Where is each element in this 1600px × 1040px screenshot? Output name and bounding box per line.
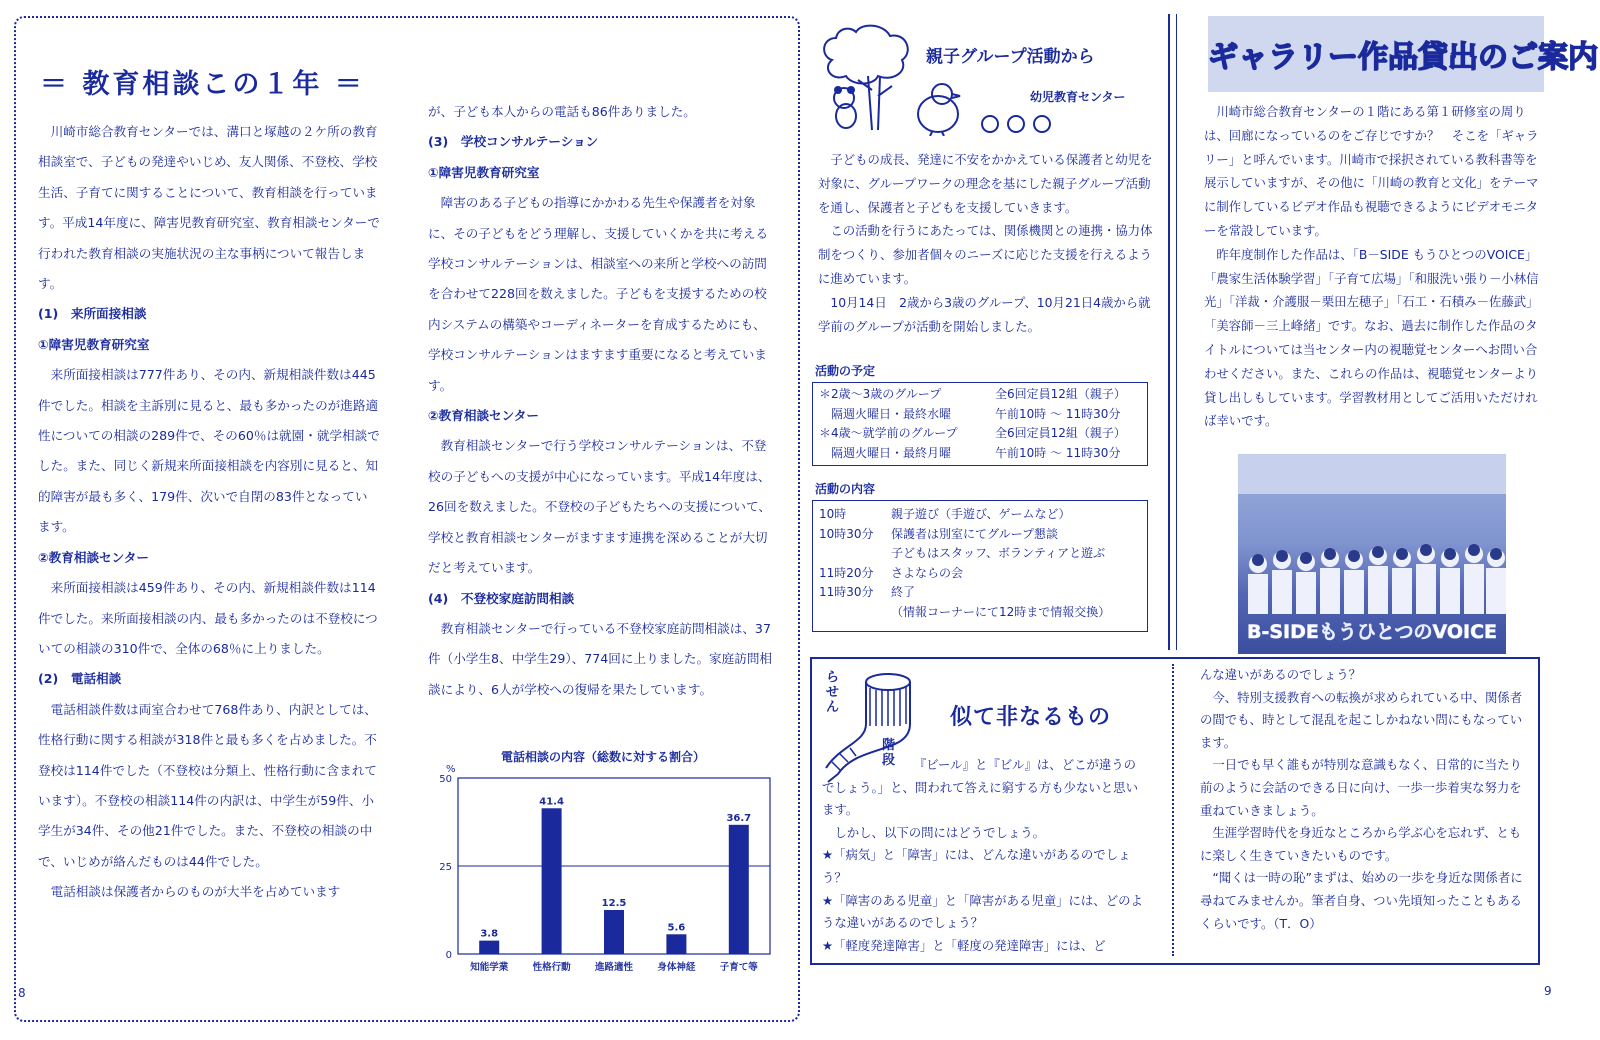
choir-photo: [1238, 454, 1506, 654]
similar-question-2: ★「障害のある児童」と「障害がある児童」には、どのような違いがあるのでしょう？: [822, 892, 1143, 931]
chart-title: 電話相談の内容（総数に対する割合）: [500, 750, 705, 764]
schedule-group: 隔週火曜日・最終月曜: [819, 445, 952, 460]
chart-svg: [430, 748, 776, 983]
schedule-box: [812, 382, 1148, 466]
paragraph: 生涯学習時代を身近なところから学ぶ心を忘れず、ともに楽しく生きていきたいものです。: [1200, 825, 1522, 863]
schedule-group: ＊4歳～就学前のグループ: [819, 426, 958, 440]
content-desc: さよならの会: [891, 565, 964, 580]
paragraph: 川崎市総合教育センターの１階にある第１研修室の周りは、回廊になっているのをご存じですか？ そこを「ギャラリー」と呼んでいます。川崎市で採択されている教科書等を展示していますが、その他に「川崎の教育と文化」をテーマに制作しているビデオ作品も視聴できるようにビデオモニターを常設しています。: [1204, 104, 1539, 238]
paragraph: この活動を行うにあたっては、関係機関との連携・協力体制をつくり、参加者個々のニーズに応じた支援を行えるように進めています。: [818, 223, 1153, 286]
parent-group-body: [818, 148, 1158, 338]
content-time: 11時30分: [819, 585, 874, 599]
column-divider-thin: [1176, 14, 1177, 650]
content-time: 11時20分: [819, 565, 874, 580]
bar-value-label: 12.5: [601, 898, 627, 909]
paragraph: “聞くは一時の恥”まずは、始めの一歩を身近な関係者に尋ねてみませんか。筆者自身、つい先頃知ったこともあるくらいです。（T．O）: [1200, 870, 1523, 931]
similar-question-3: ★「軽度発達障害」と「軽度の発達障害」には、ど: [822, 937, 1106, 953]
paragraph: 電話相談件数は両室合わせて768件あり、内訳としては、性格行動に関する相談が318件と最も多くを占めました。不登校は114件でした（不登校は分類上、性格行動に含まれています）。不登校の相談114件の内訳は、中学生が59件、小学生が34件、その他21件でした。また、不登校の相談の中で、いじめが絡んだものは44件でした。: [38, 701, 377, 869]
paragraph: 10月14日 2歳から3歳のグループ、10月21日4歳から就学前のグループが活動を開始しました。: [818, 294, 1151, 334]
content-row: [819, 525, 1141, 545]
section-heading: (1) 来所面接相談: [38, 306, 147, 322]
category-label: 性格行動: [532, 962, 571, 973]
content-row: [819, 544, 1141, 564]
y-axis-label: %: [446, 764, 456, 775]
paragraph: 今、特別支援教育への転換が求められている中、関係者の間でも、時として混乱を起こしかねない問にもなっています。: [1200, 689, 1523, 750]
section-heading: ②教育相談センター: [428, 408, 539, 424]
gallery-title: ギャラリー作品貸出のご案内: [1208, 40, 1598, 75]
paragraph: 障害のある子どもの指導にかかわる先生や保護者を対象に、その子どもをどう理解し、支援していくかを共に考える学校コンサルテーションは、相談室への来所と学校への訪問を合わせて228回を数えました。子どもを支援するための校内システムの構築やコーディネーターを育成するためにも、学校コンサルテーションはますます重要になると考えています。: [428, 195, 769, 393]
content-row: [819, 603, 1141, 623]
left-column-1: [38, 117, 380, 908]
schedule-group: 隔週火曜日・最終水曜: [819, 406, 952, 421]
category-label: 進路適性: [594, 962, 634, 973]
section-heading: ①障害児教育研究室: [38, 336, 150, 352]
left-column-2: [428, 97, 776, 705]
y-tick-label: 50: [439, 774, 452, 785]
schedule-heading: 活動の予定: [815, 364, 876, 378]
content-time: [819, 603, 891, 623]
photo-caption: B-SIDEもうひとつのVOICE: [1246, 621, 1497, 643]
category-label: 子育て等: [719, 962, 758, 973]
schedule-row: [819, 444, 1141, 464]
bar-5: [729, 825, 749, 954]
schedule-detail: 午前10時 ～ 11時30分: [995, 445, 1121, 460]
bar-chart: [430, 748, 776, 983]
content-row: [819, 583, 1141, 603]
similar-intro: 『ビール』と『ビル』は、どこが違うのでしょう。」と、問われて答えに窮する方も少ないと思います。: [822, 757, 1138, 818]
page-number-right: 9: [1544, 984, 1552, 998]
page-number-left: 8: [18, 986, 26, 1000]
similar-question-lead: しかし、以下の問にはどうでしょう。: [834, 824, 1046, 840]
section-heading: ①障害児教育研究室: [428, 164, 540, 180]
paragraph: 川崎市総合教育センターでは、溝口と塚越の２ケ所の教育相談室で、子どもの発達やいじめ、友人関係、不登校、学校生活、子育てに関することについて、教育相談を行っています。平成14年度に、障害児教育研究室、教育相談センターで行われた教育相談の実施状況の主な事柄について報告します。: [38, 124, 380, 292]
bar-value-label: 41.4: [539, 796, 564, 808]
paragraph: 来所面接相談は777件あり、その内、新規相談件数は445件でした。相談を主訴別に見ると、最も多かったのが進路適性についての相談の289件で、その60％は就園・就学相談でした。また、同じく新規来所面接相談を内容別に見ると、知的障害が最も多く、179件、次いで自閉の83件となっています。: [38, 367, 380, 535]
bar-value-label: 3.8: [480, 928, 499, 940]
gallery-body: [1204, 100, 1540, 433]
bar-value-label: 36.7: [726, 812, 752, 824]
paragraph: 一日でも早く誰もが特別な意識もなく、日常的に当たり前のように会話のできる日に向け、一歩一歩着実な努力を重ねていきましょう。: [1200, 757, 1522, 818]
schedule-detail: 全6回定員12組（親子）: [995, 426, 1126, 440]
similar-body-right: [1200, 664, 1530, 935]
content-desc: 終了: [891, 585, 916, 599]
content-time: 10時30分: [819, 526, 874, 541]
parent-group-title: 親子グループ活動から: [926, 47, 1095, 67]
paragraph: 教育相談センターで行う学校コンサルテーションは、不登校の子どもへの支援が中心になっています。平成14年度は、26回を数えました。不登校の子どもたちへの支援について、学校と教育相談センターがますます連携を深めることが大切だと考えています。: [428, 438, 771, 576]
bar-4: [666, 934, 686, 954]
tree-koala-illustration: [818, 20, 918, 132]
parent-group-org: 幼児教育センター: [1030, 90, 1126, 104]
section-heading: (3) 学校コンサルテーション: [428, 134, 599, 150]
similar-question-1: ★「病気」と「障害」には、どんな違いがあるのでしょう？: [822, 847, 1131, 885]
content-heading: 活動の内容: [815, 482, 876, 496]
section-heading: (2) 電話相談: [38, 671, 122, 687]
content-time: [819, 544, 891, 564]
content-desc: （情報コーナーにて12時まで情報交換）: [891, 604, 1111, 619]
paragraph: 教育相談センターで行っている不登校家庭訪問相談は、37件（小学生8、中学生29）、774回に上りました。家庭訪問相談により、6人が学校への復帰を果たしています。: [428, 620, 773, 697]
content-box: [812, 500, 1148, 632]
content-time: 10時: [819, 507, 847, 521]
paragraph: 昨年度制作した作品は、「B－SIDE もうひとつのVOICE」「農家生活体験学習」「子育て広場」「和服洗い張り－小林信光」「洋裁・介護服－栗田左穂子」「石工・石積み－佐藤武」「美容師－三上峰緒」です。なお、過去に制作した作品のタイトルについては当センター内の視聴覚センターへお問い合わせください。また、これらの作品は、視聴覚センターより貸し出しもしています。学習教材用としてご活用いただければ幸いです。: [1204, 246, 1539, 429]
similar-body-left: [822, 754, 1148, 957]
y-tick-label: 25: [439, 862, 452, 873]
side-label-spiral: らせん: [826, 670, 840, 715]
bar-3: [604, 910, 624, 954]
paragraph: 来所面接相談は459件あり、その内、新規相談件数は114件でした。来所面接相談の内、最も多かったのは不登校についての相談の310件で、全体の68％に上りました。: [38, 580, 378, 656]
category-label: 身体神経: [657, 962, 696, 973]
page-title: ＝ 教育相談この１年 ＝: [40, 69, 365, 100]
section-heading: ②教育相談センター: [38, 549, 149, 565]
similar-divider: [1172, 664, 1175, 956]
similar-title: 似て非なるもの: [950, 705, 1112, 730]
bar-2: [542, 808, 562, 954]
schedule-detail: 全6回定員12組（親子）: [995, 387, 1126, 401]
content-desc: 子どもはスタッフ、ボランティアと遊ぶ: [891, 546, 1106, 560]
content-desc: 親子遊び（手遊び、ゲームなど）: [891, 507, 1071, 521]
schedule-row: [819, 405, 1141, 425]
schedule-row: [819, 424, 1141, 444]
content-row: [819, 564, 1141, 584]
side-label-stairs: 階段: [882, 738, 896, 768]
schedule-group: ＊2歳～3歳のグループ: [819, 387, 942, 401]
column-divider: [1168, 14, 1170, 650]
content-row: [819, 505, 1141, 525]
paragraph: が、子ども本人からの電話も86件ありました。: [428, 104, 696, 119]
category-label: 知能学業: [470, 962, 509, 973]
similar-continuation: んな違いがあるのでしょう？: [1200, 667, 1362, 682]
bar-1: [479, 941, 499, 954]
paragraph: 子どもの成長、発達に不安をかかえている保護者と幼児を対象に、グループワークの理念を基にした親子グループ活動を通し、保護者と子どもを支援していきます。: [818, 152, 1153, 215]
schedule-detail: 午前10時 ～ 11時30分: [995, 406, 1121, 421]
y-tick-label: 0: [445, 950, 452, 961]
schedule-row: [819, 385, 1141, 405]
gallery-title-banner: [1208, 16, 1598, 92]
paragraph: 電話相談は保護者からのものが大半を占めています: [50, 884, 341, 900]
section-heading: (4) 不登校家庭訪問相談: [428, 590, 575, 606]
bar-value-label: 5.6: [667, 922, 686, 934]
content-desc: 保護者は別室にてグループ懇談: [891, 526, 1059, 541]
